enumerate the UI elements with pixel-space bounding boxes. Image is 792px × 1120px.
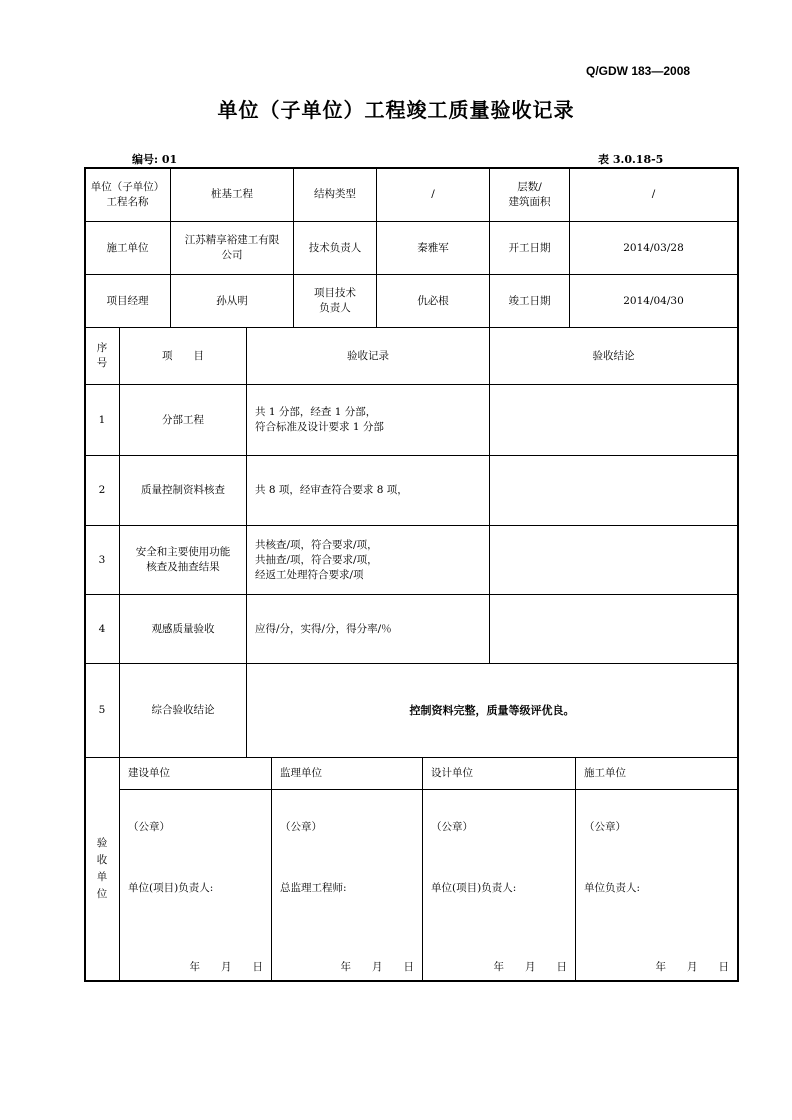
record-number: 编号: 01 bbox=[132, 153, 178, 166]
rule bbox=[422, 757, 423, 981]
acceptance-side-label: 验 收 单 位 bbox=[96, 837, 108, 900]
frame-bottom bbox=[84, 980, 739, 982]
tech-lead-value: 秦雅军 bbox=[417, 241, 449, 254]
unit-name-label: 单位（子单位） 工程名称 bbox=[90, 180, 165, 208]
acceptance-seal: （公章） bbox=[128, 820, 170, 833]
row-item: 质量控制资料核查 bbox=[141, 484, 225, 496]
rule bbox=[271, 757, 272, 981]
acceptance-date: 年 月 日 bbox=[655, 960, 729, 973]
rule bbox=[575, 757, 576, 981]
unit-name-value: 桩基工程 bbox=[211, 188, 253, 200]
row-item: 观感质量验收 bbox=[151, 622, 215, 635]
finish-date-value: 2014/04/30 bbox=[623, 294, 684, 307]
contractor-label: 施工单位 bbox=[106, 241, 149, 254]
contractor-value: 江苏精享裕建工有限 公司 bbox=[184, 234, 280, 261]
col-header-conclusion: 验收结论 bbox=[592, 349, 635, 362]
acceptance-signer: 单位(项目)负责人: bbox=[128, 881, 214, 894]
project-manager-value: 孙从明 bbox=[216, 294, 248, 307]
project-tech-lead-label: 项目技术 负责人 bbox=[314, 287, 356, 314]
tech-lead-label: 技术负责人 bbox=[308, 241, 362, 254]
acceptance-seal: （公章） bbox=[431, 820, 473, 833]
finish-date-label: 竣工日期 bbox=[508, 294, 551, 307]
acceptance-signer: 单位负责人: bbox=[584, 881, 641, 894]
acceptance-date: 年 月 日 bbox=[340, 960, 414, 973]
row-record: 共核查/项，符合要求/项， 共抽查/项，符合要求/项， 经返工处理符合要求/项 bbox=[255, 538, 378, 581]
row-conclusion bbox=[490, 385, 737, 455]
rule bbox=[119, 789, 738, 790]
row-record: 共 8 项，经审查符合要求 8 项， bbox=[255, 484, 408, 496]
row-seq: 5 bbox=[98, 704, 106, 716]
page-title: 单位（子单位）工程竣工质量验收记录 bbox=[217, 98, 575, 122]
row-record: 应得/分，实得/分，得分率/％ bbox=[255, 622, 392, 635]
row-conclusion bbox=[490, 526, 737, 594]
row-item: 综合验收结论 bbox=[151, 704, 215, 716]
col-header-seq: 序 号 bbox=[96, 342, 108, 369]
acceptance-signer: 总监理工程师: bbox=[280, 881, 347, 894]
row-seq: 3 bbox=[98, 553, 106, 566]
structure-type-label: 结构类型 bbox=[314, 188, 356, 200]
project-manager-label: 项目经理 bbox=[106, 294, 149, 307]
acceptance-unit-name: 施工单位 bbox=[584, 767, 626, 779]
acceptance-signer: 单位(项目)负责人: bbox=[431, 881, 517, 894]
floors-area-value: / bbox=[651, 188, 656, 200]
row-conclusion bbox=[490, 456, 737, 525]
overall-conclusion-text: 控制资料完整，质量等级评优良。 bbox=[409, 704, 575, 717]
acceptance-date: 年 月 日 bbox=[189, 960, 263, 973]
col-header-item: 项 目 bbox=[162, 349, 204, 362]
structure-type-value: / bbox=[431, 188, 435, 200]
acceptance-date: 年 月 日 bbox=[493, 960, 567, 973]
row-seq: 1 bbox=[98, 413, 106, 426]
project-tech-lead-value: 仇必根 bbox=[417, 294, 449, 307]
table-number: 表 3.0.18-5 bbox=[598, 153, 664, 166]
acceptance-seal: （公章） bbox=[584, 820, 626, 833]
standard-code: Q/GDW 183—2008 bbox=[586, 64, 691, 78]
start-date-value: 2014/03/28 bbox=[623, 241, 684, 254]
row-seq: 4 bbox=[98, 622, 106, 635]
acceptance-unit-name: 监理单位 bbox=[280, 767, 322, 779]
start-date-label: 开工日期 bbox=[508, 241, 551, 254]
row-record: 共 1 分部，经查 1 分部， 符合标准及设计要求 1 分部 bbox=[255, 406, 384, 433]
row-item: 安全和主要使用功能 核查及抽查结果 bbox=[135, 546, 231, 573]
col-header-record: 验收记录 bbox=[347, 349, 389, 362]
acceptance-unit-name: 建设单位 bbox=[128, 767, 170, 779]
frame-right bbox=[737, 167, 739, 982]
row-item: 分部工程 bbox=[162, 413, 204, 426]
row-conclusion bbox=[490, 595, 737, 663]
row-seq: 2 bbox=[98, 484, 106, 496]
acceptance-seal: （公章） bbox=[280, 820, 322, 833]
acceptance-unit-name: 设计单位 bbox=[431, 767, 473, 779]
floors-area-label: 层数/ 建筑面积 bbox=[508, 180, 551, 208]
